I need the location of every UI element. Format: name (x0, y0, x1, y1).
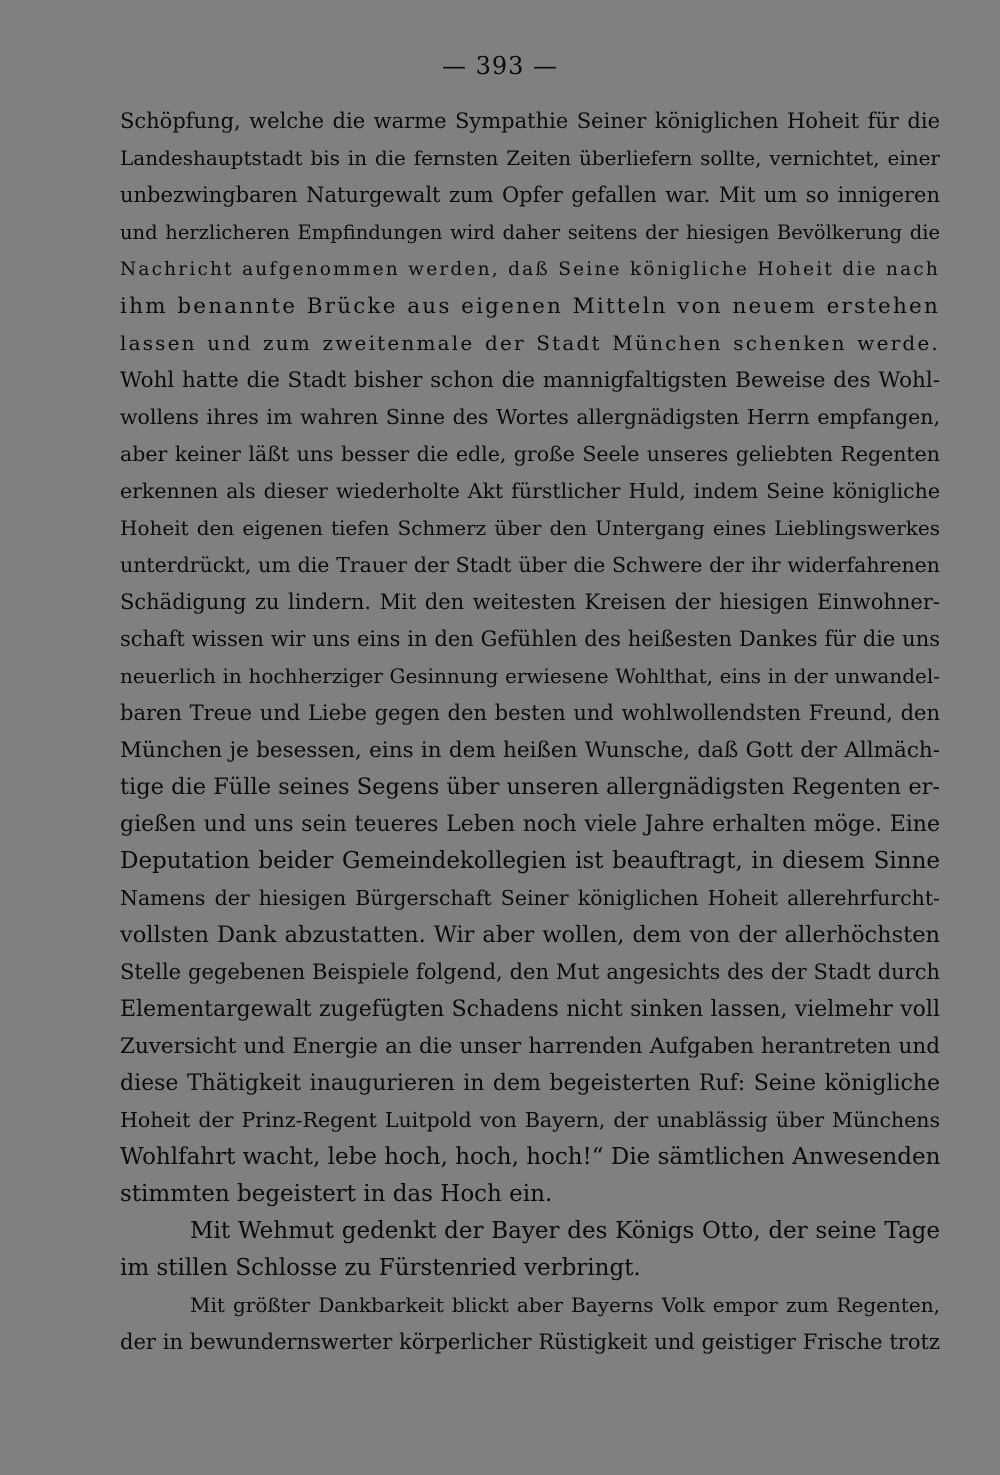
text-line: und herzlicheren Empfindungen wird daher seitens der hiesigen Bevölkerung die (120, 221, 940, 244)
text-line: Schöpfung, welche die warme Sympathie Seiner königlichen Hoheit für die (120, 109, 940, 133)
page-number: — 393 — (441, 52, 559, 80)
text-line: im stillen Schlosse zu Fürstenried verbringt. (120, 1255, 641, 1281)
text-line: München je besessen, eins in dem heißen Wunsche, daß Gott der Allmäch- (120, 738, 940, 763)
text-line: der in bewundernswerter körperlicher Rüstigkeit und geistiger Frische trotz (120, 1330, 940, 1354)
text-line: Deputation beider Gemeindekollegien ist beauftragt, in diesem Sinne (120, 848, 940, 874)
text-line: unterdrückt, um die Trauer der Stadt über die Schwere der ihr widerfahrenen (120, 553, 940, 577)
text-line: aber keiner läßt uns besser die edle, große Seele unseres geliebten Regenten (120, 442, 940, 466)
text-line: neuerlich in hochherziger Gesinnung erwiesene Wohlthat, eins in der unwandel- (120, 664, 940, 688)
text-line: stimmten begeistert in das Hoch ein. (120, 1181, 553, 1207)
text-line: Mit größter Dankbarkeit blickt aber Bayerns Volk empor zum Regenten, (190, 1293, 940, 1317)
text-line: lassen und zum zweitenmale der Stadt München schenken werde. (120, 331, 940, 355)
text-line: vollsten Dank abzustatten. Wir aber wollen, dem von der allerhöchsten (120, 922, 940, 948)
text-line: Wohl hatte die Stadt bisher schon die mannigfaltigsten Beweise des Wohl- (120, 368, 940, 393)
text-line: Namens der hiesigen Bürgerschaft Seiner königlichen Hoheit allerehrfurcht- (120, 886, 940, 910)
text-line: Hoheit den eigenen tiefen Schmerz über den Untergang eines Lieblingswerkes (120, 516, 940, 540)
text-line: Zuversicht und Energie an die unser harrenden Aufgaben herantreten und (120, 1034, 940, 1059)
text-line: gießen und uns sein teueres Leben noch viele Jahre erhalten möge. Eine (120, 812, 940, 837)
text-line: Nachricht aufgenommen werden, daß Seine königliche Hoheit die nach (120, 259, 940, 280)
text-line: unbezwingbaren Naturgewalt zum Opfer gefallen war. Mit um so innigeren (120, 183, 940, 207)
text-line: Landeshauptstadt bis in die fernsten Zeiten überliefern sollte, vernichtet, einer (120, 146, 940, 170)
text-line: Elementargewalt zugefügten Schadens nicht sinken lassen, vielmehr voll (120, 997, 940, 1022)
text-line: baren Treue und Liebe gegen den besten und wohlwollendsten Freund, den (120, 701, 940, 725)
text-line: Schädigung zu lindern. Mit den weitesten Kreisen der hiesigen Einwohner- (120, 590, 940, 614)
text-line: ihm benannte Brücke aus eigenen Mitteln von neuem erstehen (120, 294, 940, 319)
text-line: Hoheit der Prinz-Regent Luitpold von Bayern, der unablässig über Münchens (120, 1108, 940, 1132)
text-line: wollens ihres im wahren Sinne des Wortes allergnädigsten Herrn empfangen, (120, 405, 940, 429)
text-line: tige die Fülle seines Segens über unseren allergnädigsten Regenten er- (120, 774, 940, 800)
text-line: Stelle gegebenen Beispiele folgend, den Mut angesichts des der Stadt durch (120, 960, 940, 984)
text-line: diese Thätigkeit inaugurieren in dem begeisterten Ruf: Seine königliche (120, 1071, 940, 1096)
text-line: Mit Wehmut gedenkt der Bayer des Königs Otto, der seine Tage (190, 1218, 940, 1244)
text-line: Wohlfahrt wacht, lebe hoch, hoch, hoch!“ Die sämtlichen Anwesenden (120, 1144, 940, 1170)
body-text (120, 103, 940, 1361)
text-line: erkennen als dieser wiederholte Akt fürstlicher Huld, indem Seine königliche (120, 479, 940, 503)
text-line: schaft wissen wir uns eins in den Gefühlen des heißesten Dankes für die uns (120, 627, 940, 651)
